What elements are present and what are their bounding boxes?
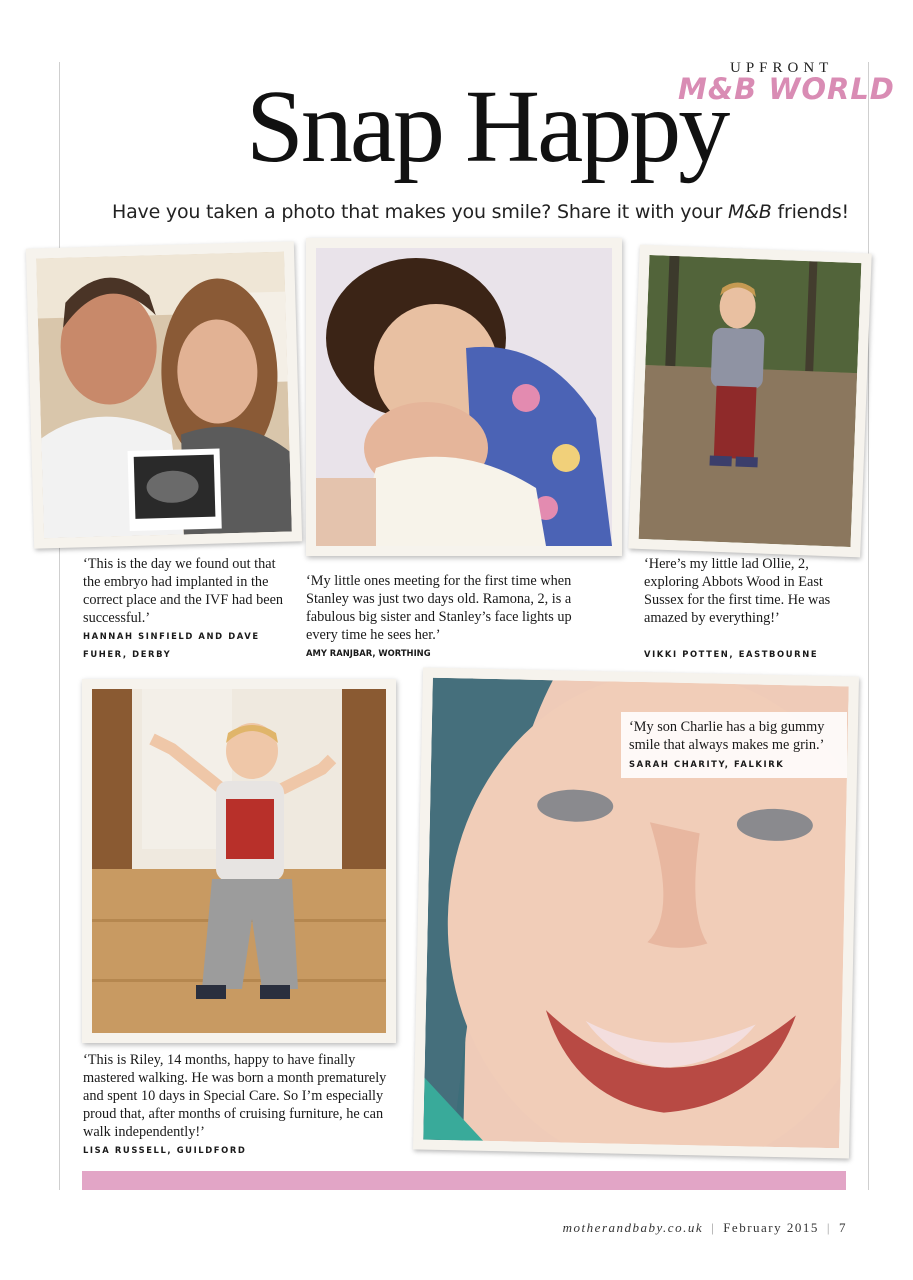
page-left-rule (59, 62, 60, 1190)
photo-caption: ‘My son Charlie has a big gummy smile that always makes me grin.’ (629, 719, 825, 753)
photo-credit: VIKKI POTTEN, EASTBOURNE (644, 649, 819, 659)
photo-image (36, 252, 292, 539)
subtitle-text-end: friends! (771, 201, 849, 223)
photo-image (92, 689, 386, 1033)
photo-caption: ‘My little ones meeting for the first time when Stanley was just two days old. Ramona, 2, is a fabulous big sister and Stanley’s face lights up every time he sees her.’ (306, 573, 572, 643)
photo-walking-toddler (82, 679, 396, 1043)
section-label: UPFRONT (730, 60, 834, 76)
photo-credit: HANNAH SINFIELD AND DAVE FUHER, DERBY (83, 631, 260, 659)
page-title: Snap Happy (246, 69, 728, 184)
photo-image (639, 255, 862, 547)
footer-separator: | (826, 1220, 831, 1235)
page-right-rule (868, 62, 869, 1190)
photo-image (316, 248, 612, 546)
subtitle-brand: M&B (727, 201, 772, 223)
footer-accent-bar (82, 1171, 846, 1190)
photo-couple-scan (26, 241, 302, 548)
photo-caption: ‘Here’s my little lad Ollie, 2, exploring Abbots Wood in East Sussex for the first time. He was amazed by everything!’ (644, 556, 831, 626)
page-footer (563, 1220, 847, 1236)
footer-issue-date: February 2015 (723, 1220, 819, 1235)
photo-credit: AMY RANJBAR, WORTHING (306, 648, 431, 658)
subtitle-text-start: Have you taken a photo that makes you smile? Share it with your (112, 201, 728, 223)
page-subtitle (112, 201, 849, 223)
footer-page-number: 7 (839, 1220, 847, 1235)
photo-credit: SARAH CHARITY, FALKIRK (629, 759, 785, 769)
photo-caption-overlay (621, 712, 847, 778)
photo-caption: ‘This is Riley, 14 months, happy to have finally mastered walking. He was born a month prematurely and spent 10 days in Special Care. So I’m especially proud that, after months of cruising furniture, he can walk independently!’ (83, 1052, 387, 1140)
brand-logo: M&B WORLD (678, 72, 895, 106)
photo-siblings (306, 238, 622, 556)
photo-caption: ‘This is the day we found out that the embryo had implanted in the correct place and the IVF had been successful.’ (83, 556, 284, 626)
photo-credit: LISA RUSSELL, GUILDFORD (83, 1145, 247, 1155)
footer-separator: | (711, 1220, 716, 1235)
photo-woods-toddler (628, 245, 871, 558)
footer-website: motherandbaby.co.uk (562, 1220, 704, 1235)
